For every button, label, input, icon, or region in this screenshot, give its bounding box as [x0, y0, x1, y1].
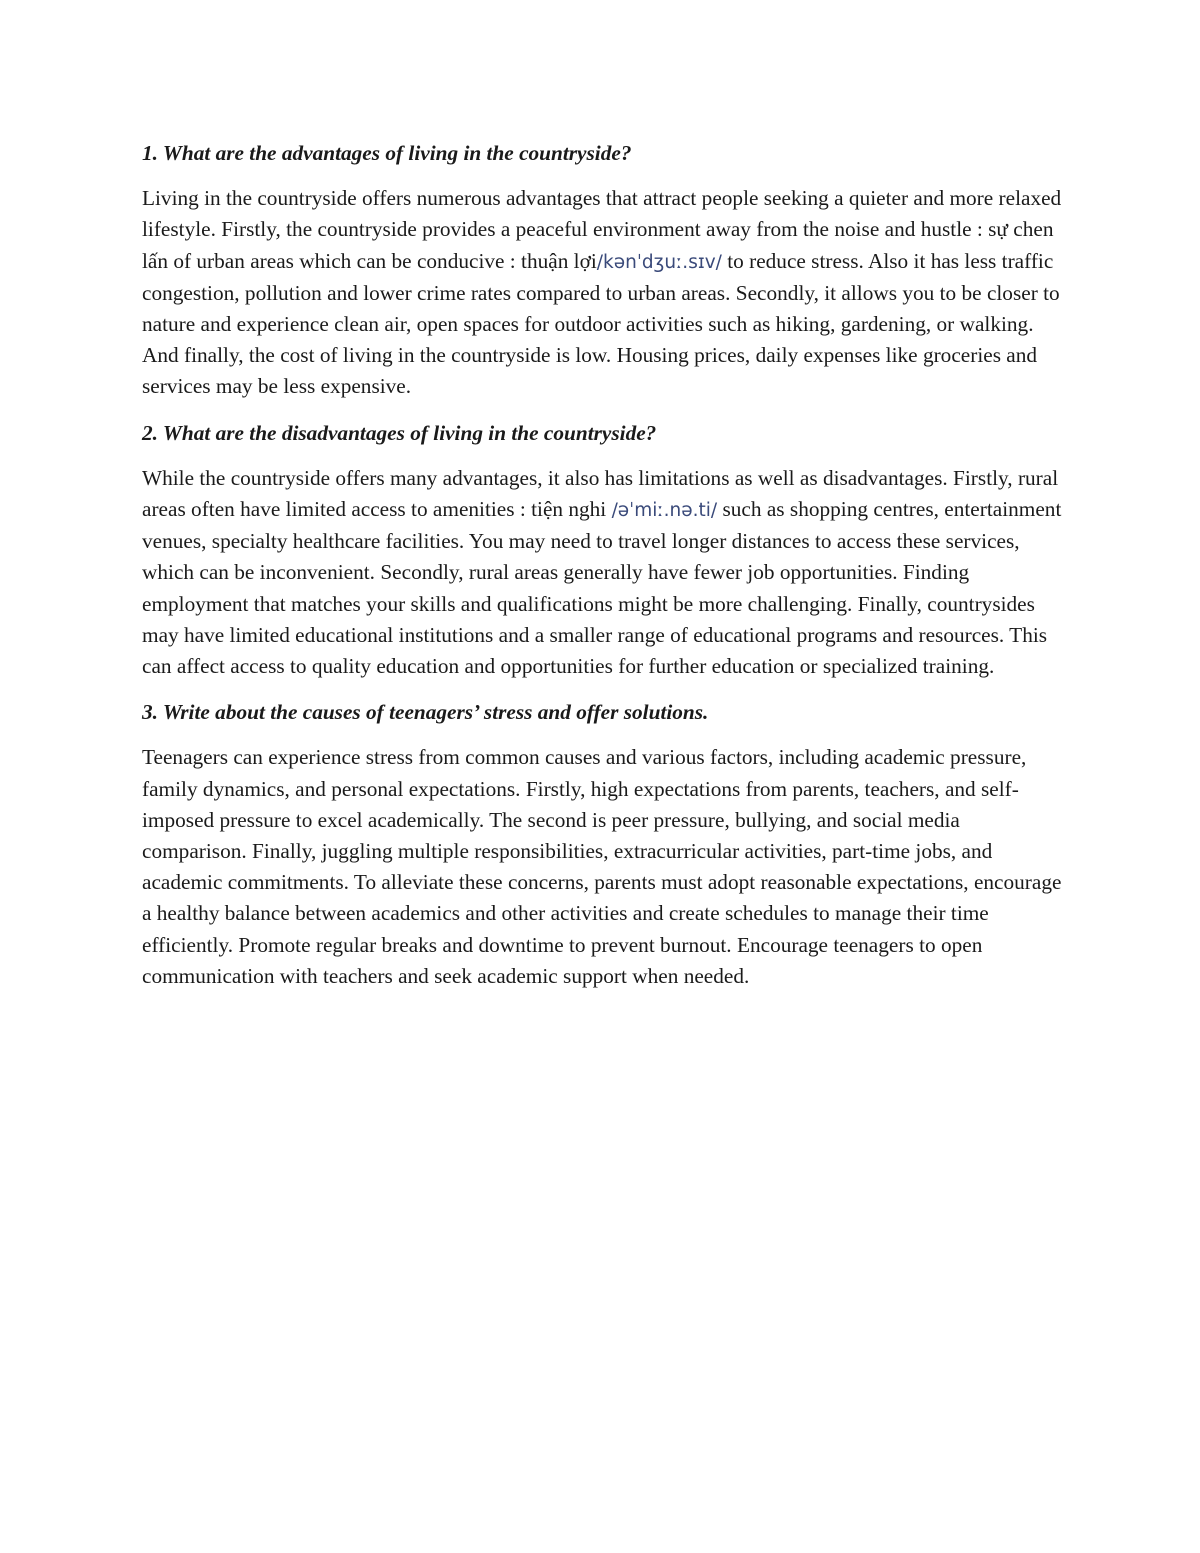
- answer-1-ipa-conducive: /kənˈdʒuː.sɪv/: [596, 251, 722, 273]
- answer-2-text-part-2: such as shopping centres, entertainment venues, specialty healthcare facilities. You may need to travel longer distances to access these services, which can be inconvenient. Secondly, rural areas generally have fewer job opportunities. Finding employment that matches your skills and qualifications might be more challenging. Finally, countrysides may have limited educational institutions and a smaller range of educational programs and resources. This can affect access to quality education and opportunities for further education or specialized training.: [142, 497, 1062, 679]
- answer-1-text-part-2: to reduce stress. Also it has less traffic congestion, pollution and lower crime rates compared to urban areas. Secondly, it allows you to be closer to nature and experience clean air, open spaces for outdoor activities such as hiking, gardening, or walking. And finally, the cost of living in the countryside is low. Housing prices, daily expenses like groceries and services may be less expensive.: [142, 248, 1060, 399]
- document-page: [142, 138, 1062, 1007]
- answer-2-ipa-amenity: /əˈmiː.nə.ti/: [611, 500, 718, 522]
- answer-1-text-part-1: Living in the countryside offers numerous advantages that attract people seeking a quieter and more relaxed lifestyle. Firstly, the countryside provides a peaceful environment away from the noise and hustle : sự chen lấn of urban areas which can be conducive : thuận lợi: [142, 186, 1062, 273]
- answer-3-paragraph: [142, 742, 1062, 992]
- question-1-heading: 1. What are the advantages of living in the countryside?: [142, 141, 632, 165]
- answer-3-text: Teenagers can experience stress from common causes and various factors, including academic pressure, family dynamics, and personal expectations. Firstly, high expectations from parents, teachers, and self-imposed pressure to excel academically. The second is peer pressure, bullying, and social media comparison. Finally, juggling multiple responsibilities, extracurricular activities, part-time jobs, and academic commitments. To alleviate these concerns, parents must adopt reasonable expectations, encourage a healthy balance between academics and other activities and create schedules to manage their time efficiently. Promote regular breaks and downtime to prevent burnout. Encourage teenagers to open communication with teachers and seek academic support when needed.: [142, 745, 1062, 988]
- answer-2-text-part-1: While the countryside offers many advantages, it also has limitations as well as disadvantages. Firstly, rural areas often have limited access to amenities : tiện nghi: [142, 465, 1059, 522]
- answer-1-paragraph: [142, 183, 1062, 402]
- question-3-heading: 3. Write about the causes of teenagers’ stress and offer solutions.: [142, 700, 709, 725]
- answer-2-paragraph: [142, 463, 1062, 682]
- question-2-heading: 2. What are the disadvantages of living in the countryside?: [142, 420, 657, 445]
